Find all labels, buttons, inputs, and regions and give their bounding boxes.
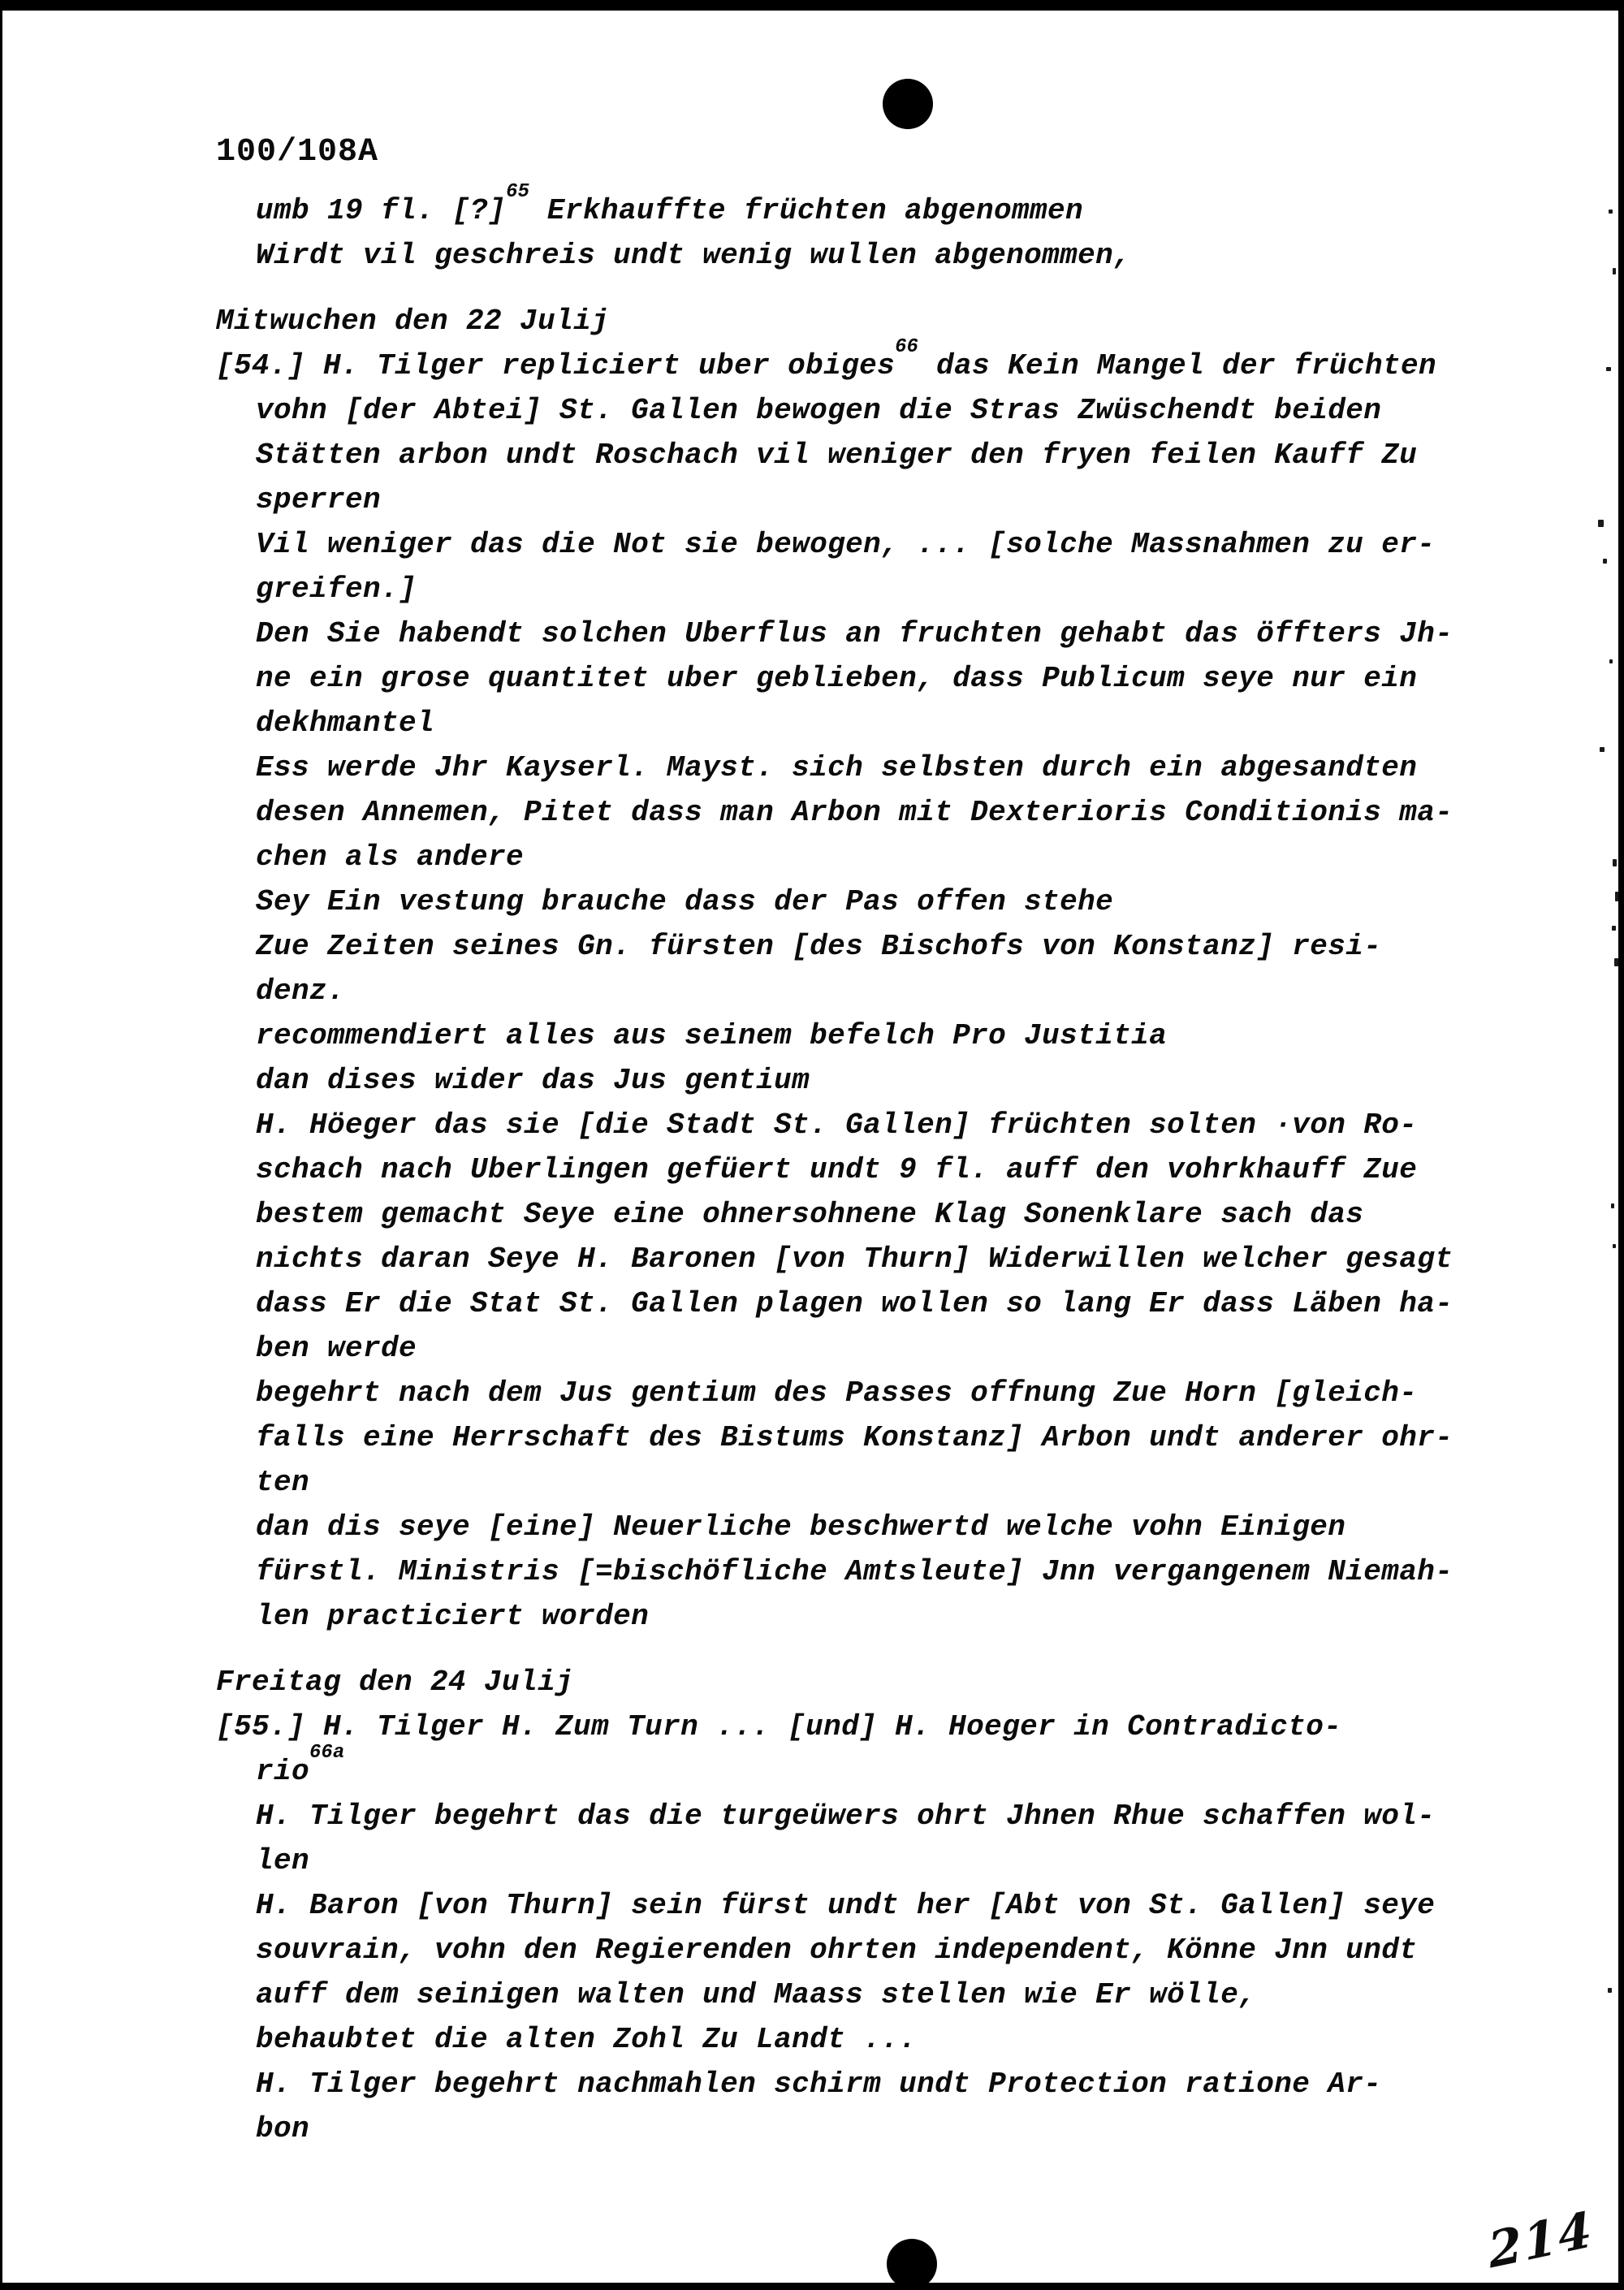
scan-speck — [1613, 859, 1617, 866]
text-line: begehrt nach dem Jus gentium des Passes offnung Zue Horn [gleich- — [256, 1376, 1418, 1410]
date-heading: Mitwuchen den 22 Julij — [216, 305, 610, 338]
scan-speck — [1612, 926, 1616, 931]
footnote-marker: 66a — [309, 1742, 345, 1764]
date-heading: Freitag den 24 Julij — [216, 1666, 574, 1699]
text-line: H. Tilger begehrt nachmahlen schirm undt Protection ratione Ar- — [256, 2067, 1382, 2101]
text-line: H. Höeger das sie [die Stadt St. Gallen] früchten solten ·von Ro- — [256, 1108, 1418, 1142]
text-line: umb 19 fl. [?]$^{65}$ Erkhauffte früchten abgenommen — [256, 181, 1083, 227]
text-line: H. Baron [von Thurn] sein fürst undt her [Abt von St. Gallen] seye — [256, 1889, 1436, 1922]
scan-speck — [1613, 1244, 1616, 1248]
text-line: Stätten arbon undt Roschach vil weniger den fryen feilen Kauff Zu — [256, 439, 1418, 472]
text-line: auff dem seinigen walten und Maass stellen wie Er wölle, — [256, 1978, 1257, 2011]
text-line: falls eine Herrschaft des Bistums Konstanz] Arbon undt anderer ohr- — [256, 1421, 1453, 1454]
scan-speck — [1606, 367, 1611, 371]
scan-speck — [1613, 268, 1616, 274]
text-line: dan dis seye [eine] Neuerliche beschwertd welche vohn Einigen — [256, 1510, 1346, 1544]
scan-speck — [1615, 892, 1618, 901]
text-line: Ess werde Jhr Kayserl. Mayst. sich selbsten durch ein abgesandten — [256, 751, 1418, 784]
text-line: fürstl. Ministris [=bischöfliche Amtsleute] Jnn vergangenem Niemah- — [256, 1555, 1453, 1588]
punch-hole-bottom — [887, 2239, 937, 2289]
text-line: Sey Ein vestung brauche dass der Pas offen stehe — [256, 885, 1114, 918]
text-line: Wirdt vil geschreis undt wenig wullen abgenommen, — [256, 239, 1132, 272]
transcript-body — [0, 181, 1592, 2151]
text-line: greifen.] — [256, 572, 417, 606]
text-line: schach nach Uberlingen gefüert undt 9 fl. auff den vohrkhauff Zue — [256, 1153, 1418, 1186]
footnote-marker: 65 — [506, 181, 529, 203]
text-line: recommendiert alles aus seinem befelch Pro Justitia — [256, 1019, 1168, 1052]
text-line: len — [256, 1844, 310, 1877]
text-line: vohn [der Abtei] St. Gallen bewogen die Stras Zwüschendt beiden — [256, 394, 1382, 427]
text-line: dekhmantel — [256, 706, 435, 740]
text-line: ne ein grose quantitet uber geblieben, dass Publicum seye nur ein — [256, 662, 1418, 695]
scan-speck — [1608, 1988, 1612, 1993]
text-line: H. Tilger begehrt das die turgeüwers ohrt Jhnen Rhue schaffen wol- — [256, 1800, 1436, 1833]
text-line: Den Sie habendt solchen Uberflus an fruchten gehabt das öffters Jh- — [256, 617, 1453, 650]
scan-speck — [1609, 659, 1613, 663]
scan-speck — [1598, 520, 1604, 527]
text-line: len practiciert worden — [256, 1600, 650, 1633]
text-line: Zue Zeiten seines Gn. fürsten [des Bischofs von Konstanz] resi- — [256, 930, 1382, 963]
scan-speck — [1611, 1203, 1614, 1208]
text-line: sperren — [256, 483, 382, 516]
text-line: nichts daran Seye H. Baronen [von Thurn] Widerwillen welcher gesagt — [256, 1242, 1453, 1276]
text-line: denz. — [256, 974, 346, 1008]
entry-start-line: [55.] H. Tilger H. Zum Turn ... [und] H. Hoeger in Contradicto- — [216, 1710, 1342, 1743]
text-line: souvrain, vohn den Regierenden ohrten independent, Könne Jnn undt — [256, 1934, 1418, 1967]
entry-start-line: [54.] H. Tilger repliciert uber obiges$^{66}$ das Kein Mangel der früchten — [216, 336, 1437, 382]
text-line: behaubtet die alten Zohl Zu Landt ... — [256, 2023, 918, 2056]
scan-speck — [1603, 559, 1607, 564]
scan-edge-right — [1618, 11, 1624, 2283]
text-line: chen als andere — [256, 840, 525, 874]
scan-speck — [1600, 747, 1605, 752]
punch-hole-top — [883, 79, 933, 129]
text-line: desen Annemen, Pitet dass man Arbon mit Dexterioris Conditionis ma- — [256, 796, 1453, 829]
scan-speck — [1609, 210, 1613, 214]
footnote-marker: 66 — [895, 336, 918, 358]
text-line: bon — [256, 2112, 310, 2145]
handwritten-folio-number: 214 — [1485, 2201, 1596, 2280]
scan-speck — [1614, 958, 1618, 966]
text-line: bestem gemacht Seye eine ohnersohnene Klag Sonenklare sach das — [256, 1198, 1364, 1231]
text-line: Vil weniger das die Not sie bewogen, ... [solche Massnahmen zu er- — [256, 528, 1436, 561]
scan-edge-top — [0, 0, 1624, 11]
text-line: ben werde — [256, 1332, 417, 1365]
text-line: rio$^{66a}$ — [256, 1742, 345, 1788]
text-line: ten — [256, 1466, 310, 1499]
scan-edge-bottom — [0, 2283, 1624, 2290]
archive-reference: 100/108A — [216, 134, 379, 171]
text-line: dass Er die Stat St. Gallen plagen wollen so lang Er dass Läben ha- — [256, 1287, 1453, 1320]
text-line: dan dises wider das Jus gentium — [256, 1064, 810, 1097]
